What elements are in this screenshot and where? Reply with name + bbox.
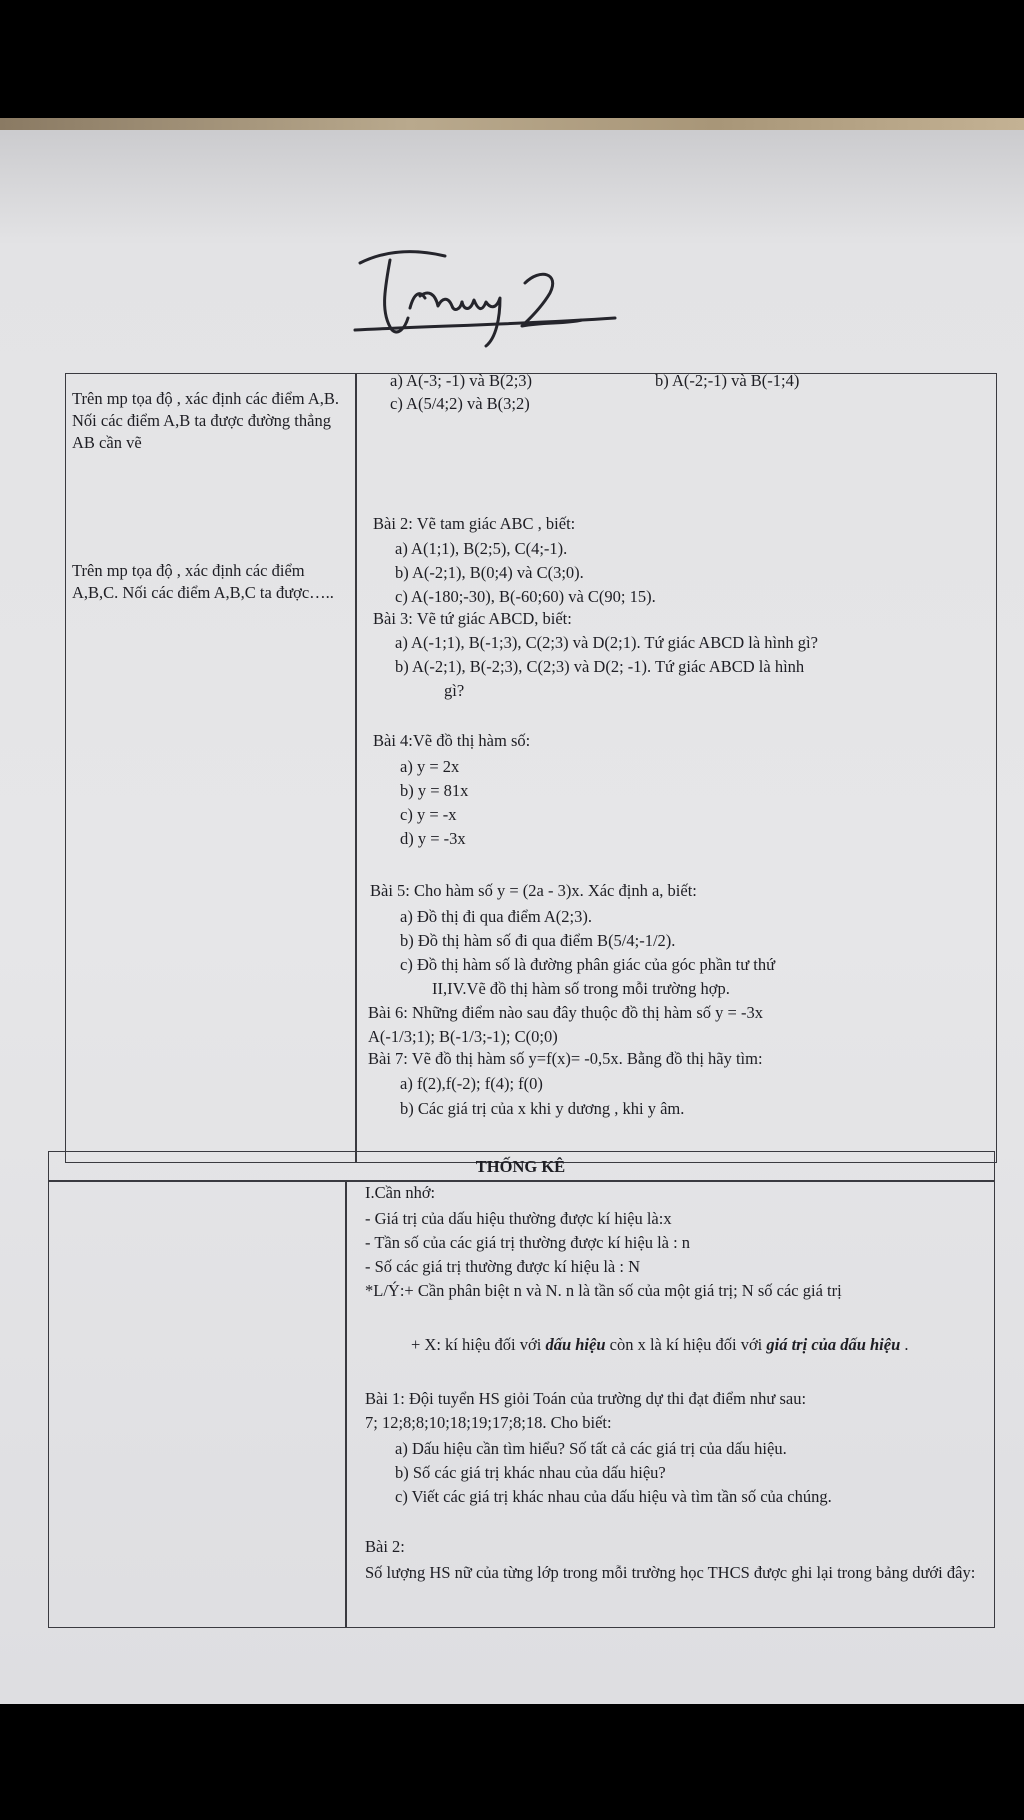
bai2-a: a) A(1;1), B(2;5), C(4;-1). bbox=[395, 539, 568, 558]
bai5-a: a) Đồ thị đi qua điểm A(2;3). bbox=[400, 907, 593, 926]
bai5-c: c) Đồ thị hàm số là đường phân giác của góc phần tư thứ bbox=[400, 955, 776, 974]
can-nho-title: I.Cần nhớ: bbox=[365, 1183, 436, 1202]
bai4-a: a) y = 2x bbox=[400, 757, 460, 776]
tk-bai1-b: b) Số các giá trị khác nhau của dấu hiệu? bbox=[395, 1463, 666, 1482]
statistics-table-divider bbox=[345, 1180, 347, 1627]
bai4-d: d) y = -3x bbox=[400, 829, 466, 848]
tk-bai1-line2: 7; 12;8;8;10;18;19;17;8;18. Cho biết: bbox=[365, 1413, 612, 1432]
bai1-c: c) A(5/4;2) và B(3;2) bbox=[390, 394, 530, 413]
bai7-title: Bài 7: Vẽ đồ thị hàm số y=f(x)= -0,5x. Bằng đồ thị hãy tìm: bbox=[368, 1049, 763, 1068]
note-N: - Số các giá trị thường được kí hiệu là : N bbox=[365, 1257, 640, 1276]
bai7-a: a) f(2),f(-2); f(4); f(0) bbox=[400, 1074, 543, 1093]
handwritten-title bbox=[350, 238, 620, 348]
bai5-c-cont: II,IV.Vẽ đồ thị hàm số trong mỗi trường hợp. bbox=[432, 979, 730, 998]
note-x: - Giá trị của dấu hiệu thường được kí hiệu là:x bbox=[365, 1209, 672, 1228]
bai6-points: A(-1/3;1); B(-1/3;-1); C(0;0) bbox=[368, 1027, 558, 1046]
note-X-pre: + X: kí hiệu đối với bbox=[411, 1335, 546, 1354]
bai3-a: a) A(-1;1), B(-1;3), C(2;3) và D(2;1). Tứ giác ABCD là hình gì? bbox=[395, 633, 818, 652]
bai5-b: b) Đồ thị hàm số đi qua điểm B(5/4;-1/2). bbox=[400, 931, 676, 950]
statistics-heading-rule bbox=[48, 1180, 995, 1182]
note-X-mid: còn x là kí hiệu đối với bbox=[605, 1335, 767, 1354]
bai3-b: b) A(-2;1), B(-2;3), C(2;3) và D(2; -1). Tứ giác ABCD là hình bbox=[395, 657, 805, 676]
tk-bai1-c: c) Viết các giá trị khác nhau của dấu hiệu và tìm tần số của chúng. bbox=[395, 1487, 832, 1506]
tk-bai1-a: a) Dấu hiệu cần tìm hiểu? Số tất cả các giá trị của dấu hiệu. bbox=[395, 1439, 787, 1458]
bai7-b: b) Các giá trị của x khi y dương , khi y âm. bbox=[400, 1099, 685, 1118]
note-X-em2: giá trị của dấu hiệu bbox=[766, 1335, 901, 1354]
bai2-c: c) A(-180;-30), B(-60;60) và C(90; 15). bbox=[395, 587, 656, 606]
left-note-ab: Trên mp tọa độ , xác định các điểm A,B. Nối các điểm A,B ta được đường thẳng AB cần vẽ bbox=[72, 389, 340, 452]
bai6-title: Bài 6: Những điểm nào sau đây thuộc đồ thị hàm số y = -3x bbox=[368, 1003, 763, 1022]
tk-bai2-text: Số lượng HS nữ của từng lớp trong mỗi trường học THCS được ghi lại trong bảng dưới đây: bbox=[365, 1563, 976, 1582]
note-X-dau-hieu bbox=[365, 1334, 980, 1356]
bai3-b-cont: gì? bbox=[444, 681, 465, 700]
statistics-heading: THỐNG KÊ bbox=[475, 1157, 566, 1176]
left-note-abc: Trên mp tọa độ , xác định các điểm A,B,C. Nối các điểm A,B,C ta được….. bbox=[72, 561, 334, 602]
note-n: - Tần số của các giá trị thường được kí hiệu là : n bbox=[365, 1233, 691, 1252]
note-X-em1: dấu hiệu bbox=[545, 1335, 606, 1354]
note-X-end: . bbox=[900, 1335, 909, 1354]
table-edge bbox=[0, 118, 1024, 130]
upper-table-divider bbox=[355, 373, 357, 1163]
bai4-title: Bài 4:Vẽ đồ thị hàm số: bbox=[373, 731, 531, 750]
bai1-b: b) A(-2;-1) và B(-1;4) bbox=[655, 371, 800, 390]
tk-bai2-title: Bài 2: bbox=[365, 1537, 405, 1556]
bai2-b: b) A(-2;1), B(0;4) và C(3;0). bbox=[395, 563, 584, 582]
bai3-title: Bài 3: Vẽ tứ giác ABCD, biết: bbox=[373, 609, 572, 628]
photo-of-worksheet bbox=[0, 118, 1024, 1704]
bai2-title: Bài 2: Vẽ tam giác ABC , biết: bbox=[373, 514, 576, 533]
note-luu-y: *L/Ý:+ Cần phân biệt n và N. n là tần số của một giá trị; N số các giá trị bbox=[365, 1281, 842, 1300]
bai1-a: a) A(-3; -1) và B(2;3) bbox=[390, 371, 533, 390]
bai5-title: Bài 5: Cho hàm số y = (2a - 3)x. Xác định a, biết: bbox=[370, 881, 697, 900]
bai4-c: c) y = -x bbox=[400, 805, 457, 824]
handwritten-title-signature bbox=[350, 238, 620, 348]
bai4-b: b) y = 81x bbox=[400, 781, 469, 800]
tk-bai1-line1: Bài 1: Đội tuyển HS giỏi Toán của trường dự thi đạt điểm như sau: bbox=[365, 1389, 807, 1408]
